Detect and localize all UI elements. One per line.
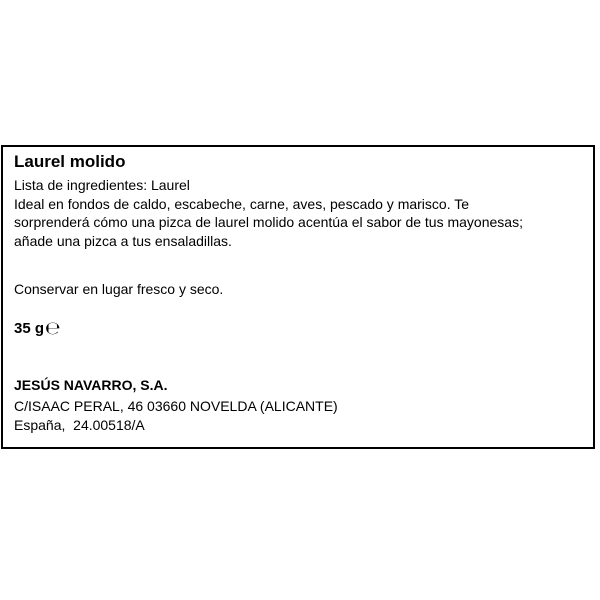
estimated-sign-icon: ℮ bbox=[45, 318, 61, 339]
description-line: añade una pizca a tus ensaladillas. bbox=[14, 233, 232, 249]
storage-instructions: Conservar en lugar fresco y seco. bbox=[14, 281, 224, 297]
description-line: sorprenderá cómo una pizca de laurel molido acentúa el sabor de tus mayonesas; bbox=[14, 214, 523, 230]
manufacturer-address: C/ISAAC PERAL, 46 03660 NOVELDA (ALICANTE) bbox=[14, 398, 338, 414]
description-line: Ideal en fondos de caldo, escabeche, carne, aves, pescado y marisco. Te bbox=[14, 196, 470, 212]
manufacturer-registry: España, 24.00518/A bbox=[14, 417, 145, 433]
product-title: Laurel molido bbox=[14, 152, 126, 171]
ingredients-list: Lista de ingredientes: Laurel bbox=[14, 177, 190, 193]
net-weight bbox=[14, 320, 60, 338]
product-label bbox=[1, 145, 595, 449]
net-weight-value: 35 g bbox=[14, 320, 45, 337]
manufacturer-name: JESÚS NAVARRO, S.A. bbox=[14, 377, 168, 393]
